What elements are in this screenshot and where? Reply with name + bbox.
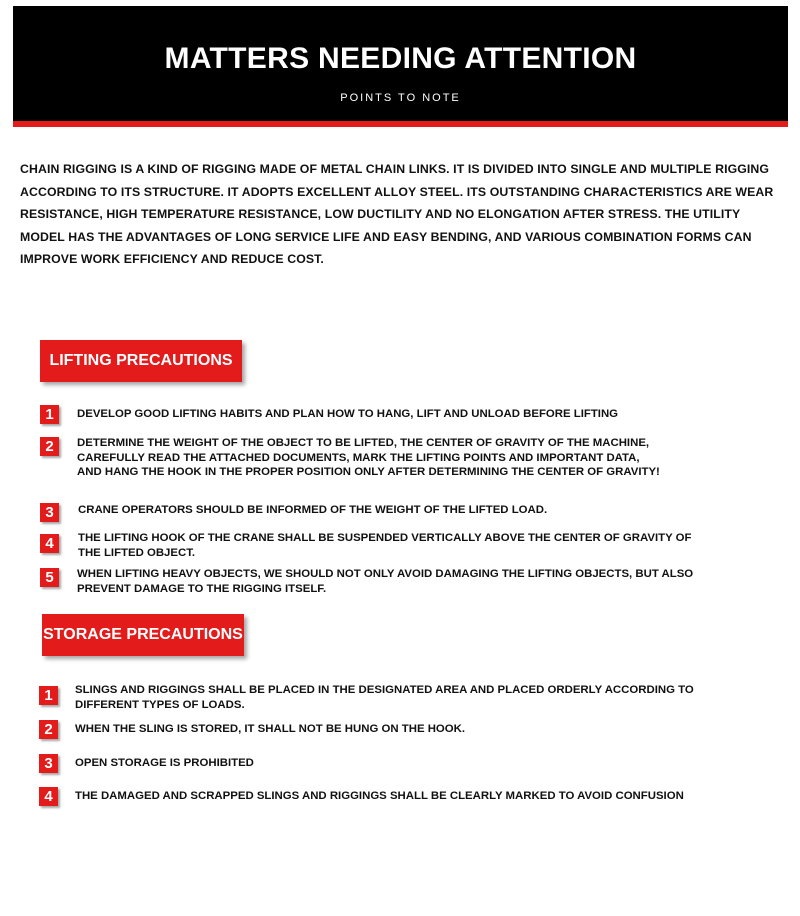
lifting-precautions-label: LIFTING PRECAUTIONS [40,340,242,382]
storage-item-text: OPEN STORAGE IS PROHIBITED [75,757,254,769]
lifting-item-text: DEVELOP GOOD LIFTING HABITS AND PLAN HOW TO HANG, LIFT AND UNLOAD BEFORE LIFTING [77,408,619,420]
lifting-item-text: WHEN LIFTING HEAVY OBJECTS, WE SHOULD NOT ONLY AVOID DAMAGING THE LIFTING OBJECTS, BUT ALSO PREVENT DAMAGE TO THE RIGGING ITSELF. [77,568,694,595]
lifting-item-text: THE LIFTING HOOK OF THE CRANE SHALL BE SUSPENDED VERTICALLY ABOVE THE CENTER OF GRAVITY OF THE LIFTED OBJECT. [78,532,692,559]
lifting-item-text: CRANE OPERATORS SHOULD BE INFORMED OF THE WEIGHT OF THE LIFTED LOAD. [78,504,548,516]
storage-precautions-label: STORAGE PRECAUTIONS [42,614,244,656]
number-badge: 4 [40,534,59,553]
storage-item-text: WHEN THE SLING IS STORED, IT SHALL NOT BE HUNG ON THE HOOK. [75,723,466,735]
number-badge: 5 [40,568,59,587]
header-banner [13,6,788,121]
number-badge: 2 [40,437,59,456]
number-badge: 1 [39,686,58,705]
header-accent-rule [13,121,788,127]
lifting-item-text: DETERMINE THE WEIGHT OF THE OBJECT TO BE LIFTED, THE CENTER OF GRAVITY OF THE MACHINE, CAREFULLY READ THE ATTACHED DOCUMENTS, MARK THE LIFTING POINTS AND IMPORTANT DATA, AND HANG THE HOOK IN THE PROPER POSITION ONLY AFTER DETERMINING THE CENTER OF GRAVITY! [77,437,660,479]
number-badge: 4 [39,787,58,806]
number-badge: 3 [39,754,58,773]
storage-item-text: THE DAMAGED AND SCRAPPED SLINGS AND RIGGINGS SHALL BE CLEARLY MARKED TO AVOID CONFUSION [75,790,684,802]
storage-item-text: SLINGS AND RIGGINGS SHALL BE PLACED IN THE DESIGNATED AREA AND PLACED ORDERLY ACCORDING TO DIFFERENT TYPES OF LOADS. [75,684,694,711]
page-title: MATTERS NEEDING ATTENTION [164,42,637,75]
number-badge: 1 [40,405,59,424]
number-badge: 2 [39,720,58,739]
intro-paragraph: CHAIN RIGGING IS A KIND OF RIGGING MADE OF METAL CHAIN LINKS. IT IS DIVIDED INTO SINGLE AND MULTIPLE RIGGING ACCORDING TO ITS STRUCTURE. IT ADOPTS EXCELLENT ALLOY STEEL. ITS OUTSTANDING CHARACTERISTICS ARE WEAR RESISTANCE, HIGH TEMPERATURE RESISTANCE, LOW DUCTILITY AND NO ELONGATION AFTER STRESS. THE UTILITY MODEL HAS THE ADVANTAGES OF LONG SERVICE LIFE AND EASY BENDING, AND VARIOUS COMBINATION FORMS CAN IMPROVE WORK EFFICIENCY AND REDUCE COST. [20,162,774,267]
page-subtitle: POINTS TO NOTE [340,92,461,104]
number-badge: 3 [40,503,59,522]
